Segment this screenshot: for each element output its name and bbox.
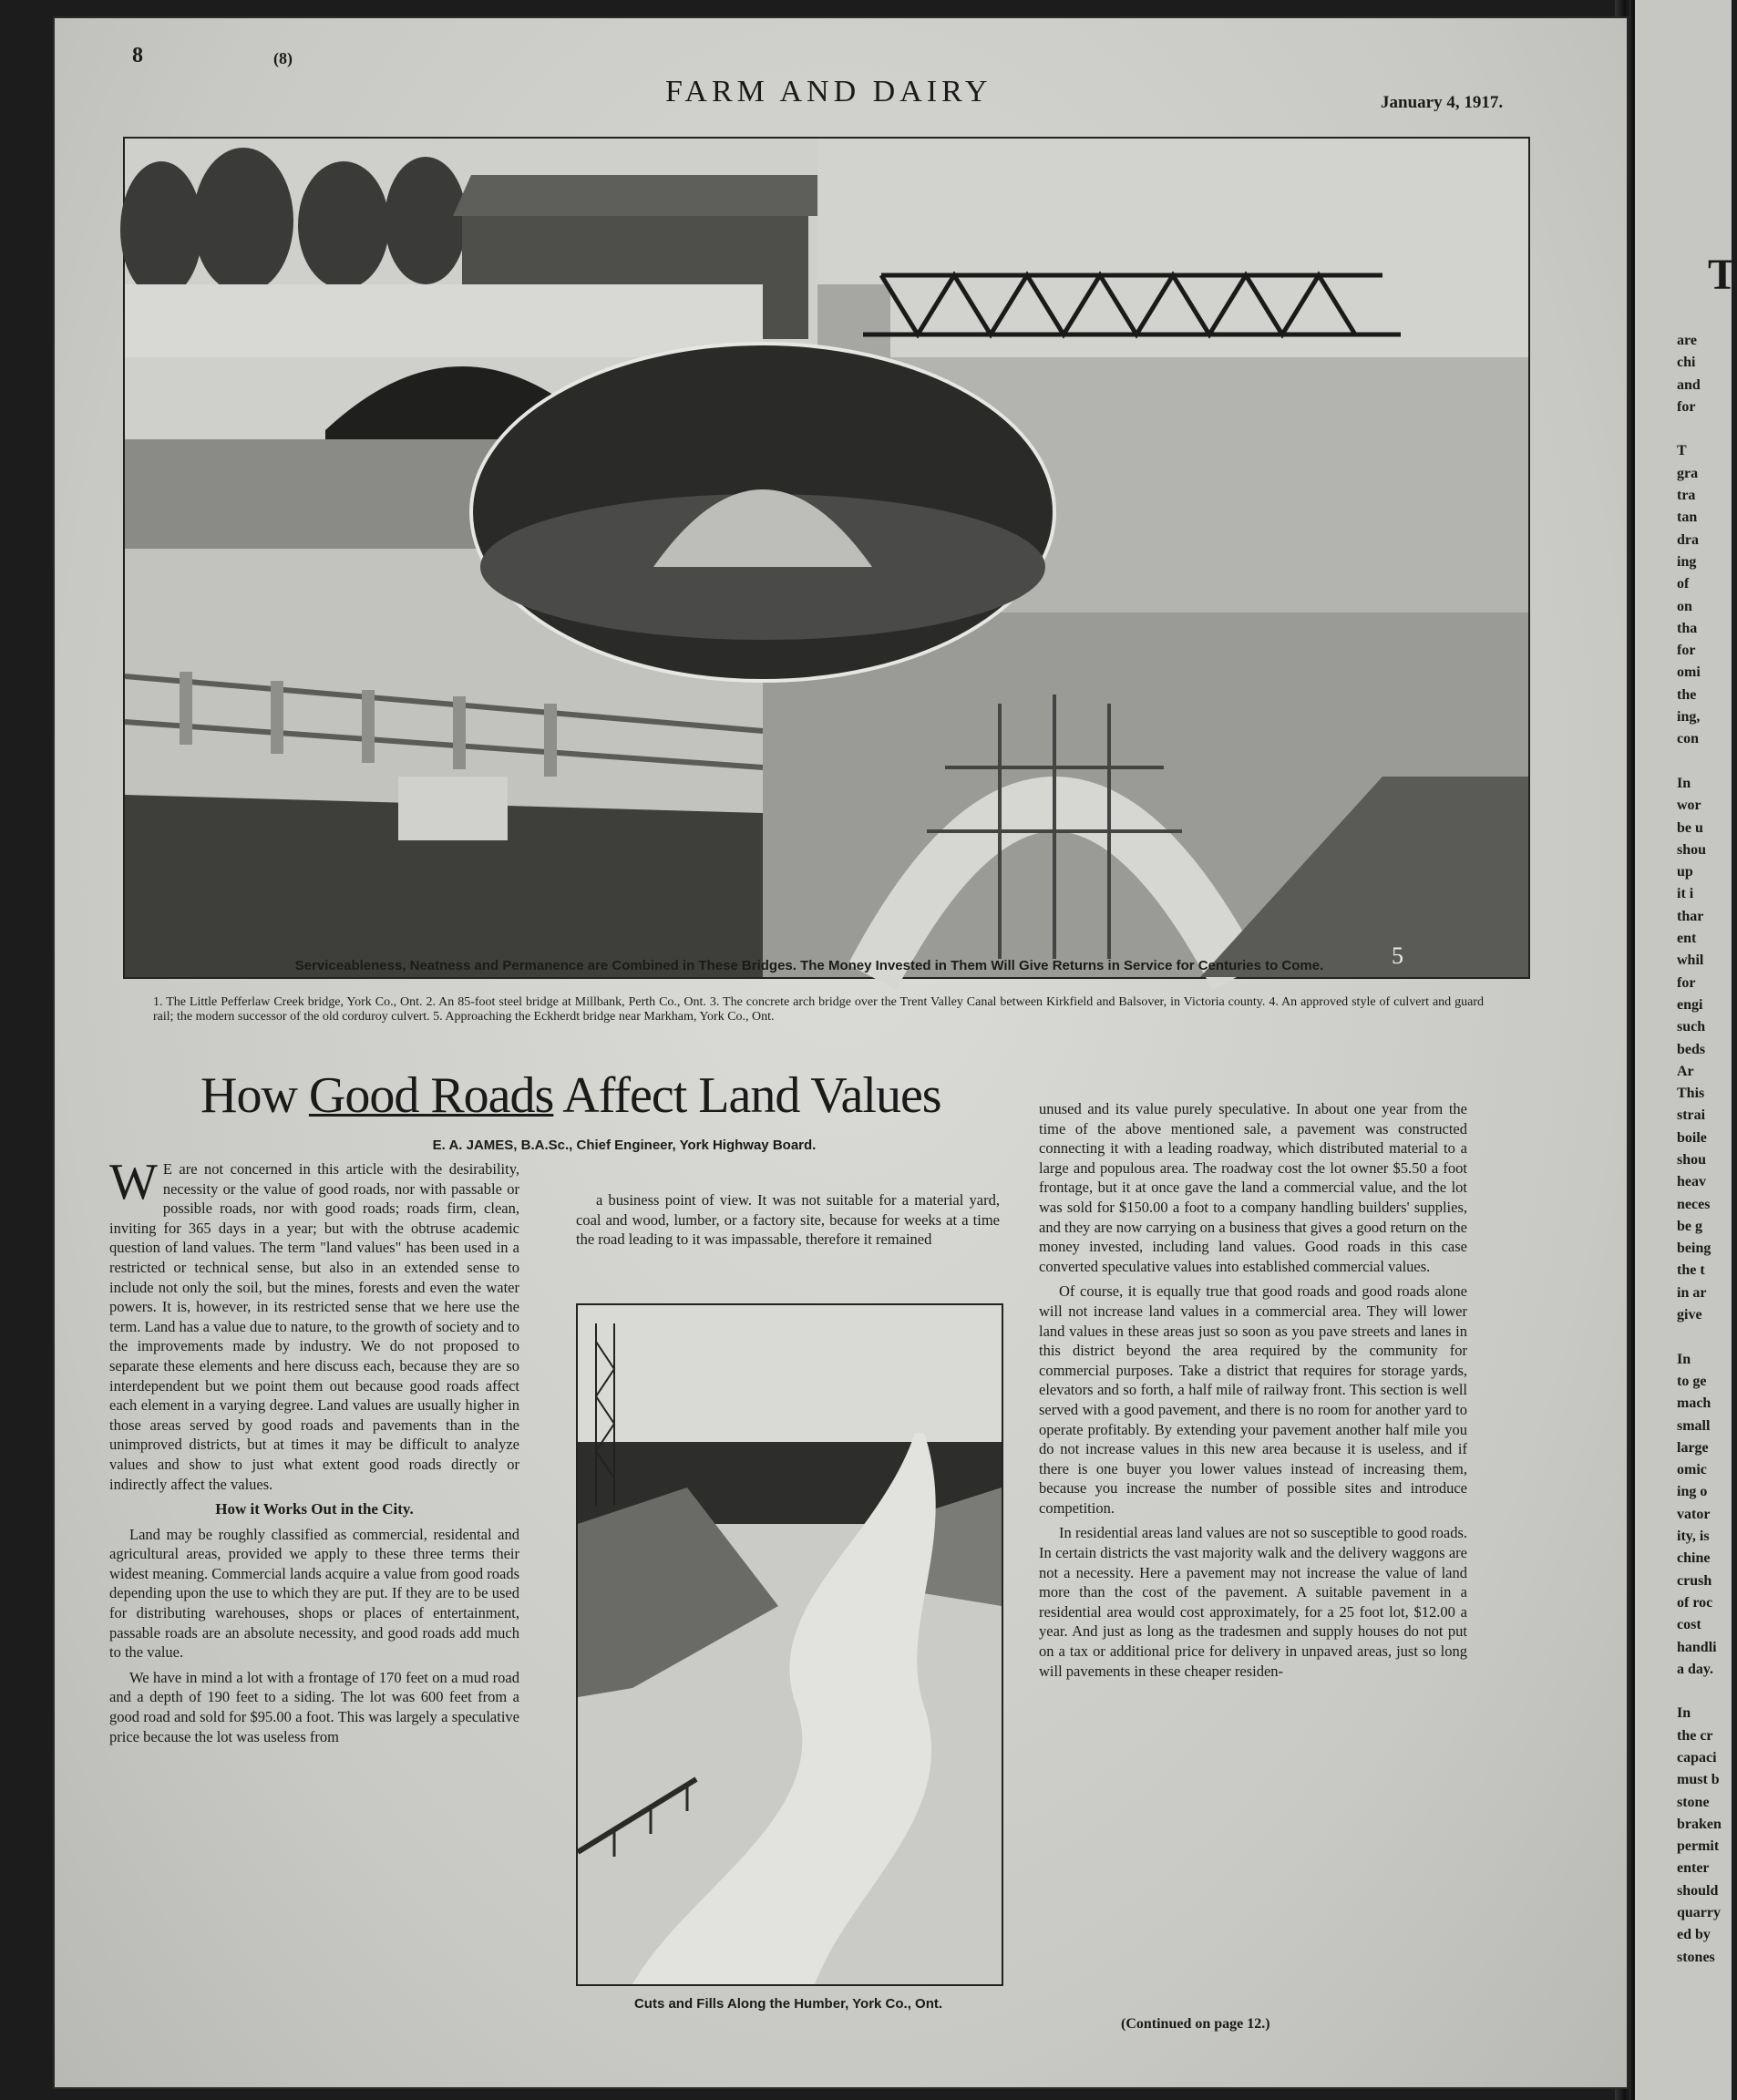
adjacent-page-fragment: and	[1677, 376, 1701, 393]
adjacent-page-fragment: permit	[1677, 1838, 1720, 1855]
adjacent-page-fragment: This	[1677, 1086, 1705, 1102]
adjacent-page-fragment: con	[1677, 731, 1699, 747]
adjacent-page-fragment	[1677, 418, 1722, 440]
adjacent-page-fragment: tan	[1677, 510, 1698, 526]
adjacent-page-fragment: the t	[1677, 1262, 1705, 1279]
adjacent-page-fragment: shou	[1677, 1151, 1707, 1168]
plate-caption-detail: 1. The Little Pefferlaw Creek bridge, York Co., Ont. 2. An 85-foot steel bridge at Millbank, Perth Co., Ont. 3. The concrete arch bridge over the Trent Valley Canal between Kirkfield and Balsover, in Victoria county. 4. An approved style of culvert and guard rail; the modern successor of the old corduroy culvert. 5. Approaching the Eckherdt bridge near Markham, York Co., Ont.	[153, 995, 1484, 1024]
continued-note: (Continued on page 12.)	[1121, 2016, 1270, 2032]
adjacent-page-fragment: tha	[1677, 620, 1698, 636]
adjacent-page-fragment: being	[1677, 1240, 1711, 1257]
adjacent-page-fragment: stones	[1677, 1949, 1715, 1965]
adjacent-page-fragment: mach	[1677, 1395, 1711, 1412]
adjacent-page-fragment: boile	[1677, 1129, 1707, 1146]
article-paragraph: We have in mind a lot with a frontage of 170 feet on a mud road and a depth of 190 feet to a siding. The lot was 600 feet from a good road and sold for $95.00 a foot. This was largely a speculative price because the lot was useless from	[109, 1668, 519, 1745]
adjacent-page-fragment: the cr	[1677, 1727, 1713, 1744]
adjacent-page-fragment: capaci	[1677, 1750, 1717, 1765]
adjacent-page-fragment: chine	[1677, 1550, 1711, 1567]
adjacent-page-fragment: enter	[1677, 1860, 1710, 1877]
adjacent-page-fragment: gra	[1677, 465, 1699, 481]
plate-caption: Serviceableness, Neatness and Permanence are Combined in These Bridges. The Money Invested in Them Will Give Returns in Service for Centuries to Come.	[294, 958, 1324, 973]
humber-road-photo	[576, 1303, 1003, 1986]
article-headline: How Good Roads Affect Land Values	[200, 1067, 941, 1124]
adjacent-page-fragment: whil	[1677, 952, 1704, 969]
article-byline: E. A. JAMES, B.A.Sc., Chief Engineer, York Highway Board.	[432, 1138, 817, 1153]
humber-road-illustration	[578, 1305, 1002, 1984]
headline-underlined: Good Roads	[308, 1067, 554, 1124]
adjacent-page-fragment: ing,	[1677, 709, 1701, 726]
adjacent-page-fragment: ent	[1677, 931, 1697, 947]
adjacent-page-fragment: engi	[1677, 996, 1703, 1013]
article-paragraph: In residential areas land values are not so susceptible to good roads. In certain districts the vast majority walk and the delivery waggons are not a necessity. Here a pavement may not increase the value of land more than the cost of the pavement. A suitable pavement in a residential area would cost approximately, for a 25 foot lot, $12.00 a year. And just as long as the tradesmen and supply houses do not put on a tax or additional price for delivery in unpaved areas, just so long will pavements in these cheaper residen-	[1039, 1524, 1467, 1680]
adjacent-page-fragment: are	[1677, 333, 1697, 348]
masthead: FARM AND DAIRY	[665, 75, 992, 108]
adjacent-page-fragment: vator	[1677, 1506, 1711, 1522]
adjacent-page-fragment: omi	[1677, 664, 1701, 681]
adjacent-page-fragment: braken	[1677, 1816, 1722, 1832]
adjacent-page-fragment: neces	[1677, 1196, 1711, 1212]
adjacent-page-fragment: to ge	[1677, 1373, 1707, 1389]
adjacent-page-fragment: shou	[1677, 841, 1707, 858]
adjacent-page-fragment: for	[1677, 398, 1696, 415]
adjacent-page-fragment: for	[1677, 643, 1696, 659]
adjacent-page-fragment: small	[1677, 1417, 1711, 1434]
adjacent-page-fragment: wor	[1677, 798, 1701, 814]
adjacent-page-fragment: be g	[1677, 1218, 1702, 1234]
article-paragraph: a business point of view. It was not suitable for a material yard, coal and wood, lumber, or a factory site, because for weeks at a time the road leading to it was impassable, therefore it remained	[576, 1191, 1000, 1249]
adjacent-page-fragment: In	[1677, 1351, 1691, 1367]
article-paragraph: Of course, it is equally true that good roads and good roads alone will not increase land values in a commercial area. They will lower land values in these areas just so soon as you pave streets and lanes in this district beyond the area required by the community for commercial purposes. Take a district that requires for storage yards, elevators and so forth, a half mile of railway front. This section is well served with a good pavement, and there is no room for another yard to operate profitably. By extending your pavement another half mile you do not increase values in this new area because it is useless, and if there is one buyer you lower values instead of increasing them, because you increase the number of possible sites and introduce competition.	[1039, 1282, 1467, 1517]
adjacent-page-fragment	[1677, 751, 1722, 773]
adjacent-page-fragment: in ar	[1677, 1284, 1707, 1301]
adjacent-page-fragment: on	[1677, 598, 1692, 614]
adjacent-page-fragment: ing o	[1677, 1484, 1708, 1500]
adjacent-page-fragment: the	[1677, 686, 1697, 703]
adjacent-page-fragment: a day.	[1677, 1661, 1714, 1677]
humber-photo-caption: Cuts and Fills Along the Humber, York Co., Ont.	[633, 1996, 943, 2012]
adjacent-page-fragment: give	[1677, 1307, 1702, 1323]
adjacent-page-fragment: quarry	[1677, 1905, 1721, 1921]
publication-date: January 4, 1917.	[1381, 93, 1504, 112]
article-column-3	[1039, 1099, 1467, 1686]
adjacent-page-fragment: T	[1677, 443, 1687, 459]
adjacent-page-fragment: be u	[1677, 819, 1703, 836]
adjacent-page-fragment: cost	[1677, 1617, 1701, 1633]
article-subhead: How it Works Out in the City.	[215, 1500, 414, 1518]
adjacent-page-fragment: handli	[1677, 1639, 1717, 1655]
drop-cap: W	[109, 1154, 158, 1210]
bridges-photo-montage	[123, 137, 1530, 979]
adjacent-page-fragment: must b	[1677, 1772, 1720, 1788]
adjacent-page-fragment: crush	[1677, 1572, 1712, 1589]
adjacent-page-fragment: should	[1677, 1882, 1719, 1899]
bridges-photo-illustration	[125, 139, 1528, 977]
adjacent-page-fragment: ing	[1677, 553, 1697, 570]
adjacent-page-fragment: up	[1677, 864, 1693, 880]
adjacent-page-fragment: tra	[1677, 488, 1696, 504]
article-paragraph: Land may be roughly classified as commercial, residental and agricultural areas, provided we apply to these three terms their widest meaning. Commercial lands acquire a value from good roads depending upon the use to which they are put. If they are to be used for distributing warehouses, shops or places of entertainment, passable roads are an absolute necessity, and good roads add much to the value.	[109, 1525, 519, 1662]
adjacent-page-fragments	[1677, 330, 1722, 1969]
page-number-paren: (8)	[273, 49, 293, 67]
adjacent-page-fragment: dra	[1677, 531, 1699, 548]
adjacent-page-fragment: Ar	[1677, 1063, 1694, 1079]
adjacent-page-fragment: heav	[1677, 1174, 1706, 1190]
article-paragraph: unused and its value purely speculative. In about one year from the time of the above mentioned sale, a pavement was constructed connecting it with a leading roadway, which distributed material to a large and populous area. The roadway cost the lot owner $5.50 a foot frontage, but it at once gave the land a commercial value, and the lot was sold for $150.00 a foot to a company handling builders' supplies, and they are now carrying on a business that gives a good return on the money invested, including land values. Good roads in this case converted speculative values into established commercial values.	[1039, 1100, 1467, 1275]
adjacent-page-fragment	[1677, 1681, 1722, 1703]
adjacent-page-fragment: it i	[1677, 886, 1694, 902]
adjacent-page-fragment: thar	[1677, 908, 1704, 924]
adjacent-page-fragment: chi	[1677, 355, 1696, 371]
adjacent-page-strip	[1631, 0, 1737, 2100]
adjacent-page-fragment: ed by	[1677, 1927, 1711, 1943]
adjacent-page-fragment: In	[1677, 775, 1691, 791]
adjacent-page-fragment: omic	[1677, 1462, 1707, 1478]
adjacent-page-fragment: such	[1677, 1019, 1706, 1035]
adjacent-page-fragment	[1677, 1326, 1722, 1348]
article-column-1: W E are not concerned in this article with the desirability, necessity or the value of good roads, nor with passable or possible roads, nor with good roads; roads firm, clean, inviting for 365 days in a year; but with the obtruse academic question of land values. The term "land values" has been used in a restricted or technical sense, but also in an extended sense to include not only the soil, but the mines, forests and even the water powers. It is, however, in its restricted sense that we here use the term. Land has a value due to nature, to the growth of society and to the improvements made by industry. We do not proposed to separate these elements and here discuss each, because they are so interdependent but we point them out because good roads affect each element in a varying degree. Land values are usually higher in those areas served by good roads and pavements than in the unimproved districts, but at times it may be difficult to analyze values and show to just what extent good roads directly or indirectly affect the values. How it Works Out in the City. Land may be roughly classified as commercial, residental and agricultural areas, provided we apply to these three terms their widest meaning. Commercial lands acquire a value from good roads depending upon the use to which they are put. If they are to be used for distributing warehouses, shops or places of entertainment, passable roads are an absolute necessity, and good roads add much to the value. We have in mind a lot with a frontage of 170 feet on a mud road and a depth of 190 feet to a siding. The lot was 600 feet from a good road and sold for $95.00 a foot. This was largely a speculative price because the lot was useless from	[109, 1154, 519, 1745]
adjacent-page-fragment: In	[1677, 1705, 1691, 1722]
adjacent-page-fragment: strai	[1677, 1107, 1706, 1124]
plate-marker: 5	[1392, 942, 1403, 969]
adjacent-page-fragment: large	[1677, 1439, 1709, 1456]
page-number: 8	[132, 44, 143, 67]
adjacent-page-big-letter: T	[1708, 251, 1737, 299]
adjacent-page-fragment: ity, is	[1677, 1529, 1710, 1545]
adjacent-page-fragment: stone	[1677, 1794, 1710, 1810]
adjacent-page-fragment: beds	[1677, 1041, 1706, 1057]
adjacent-page-fragment: of	[1677, 576, 1690, 592]
adjacent-page-fragment: of roc	[1677, 1594, 1713, 1611]
article-column-2	[576, 1190, 1000, 1255]
adjacent-page-fragment: for	[1677, 974, 1696, 991]
